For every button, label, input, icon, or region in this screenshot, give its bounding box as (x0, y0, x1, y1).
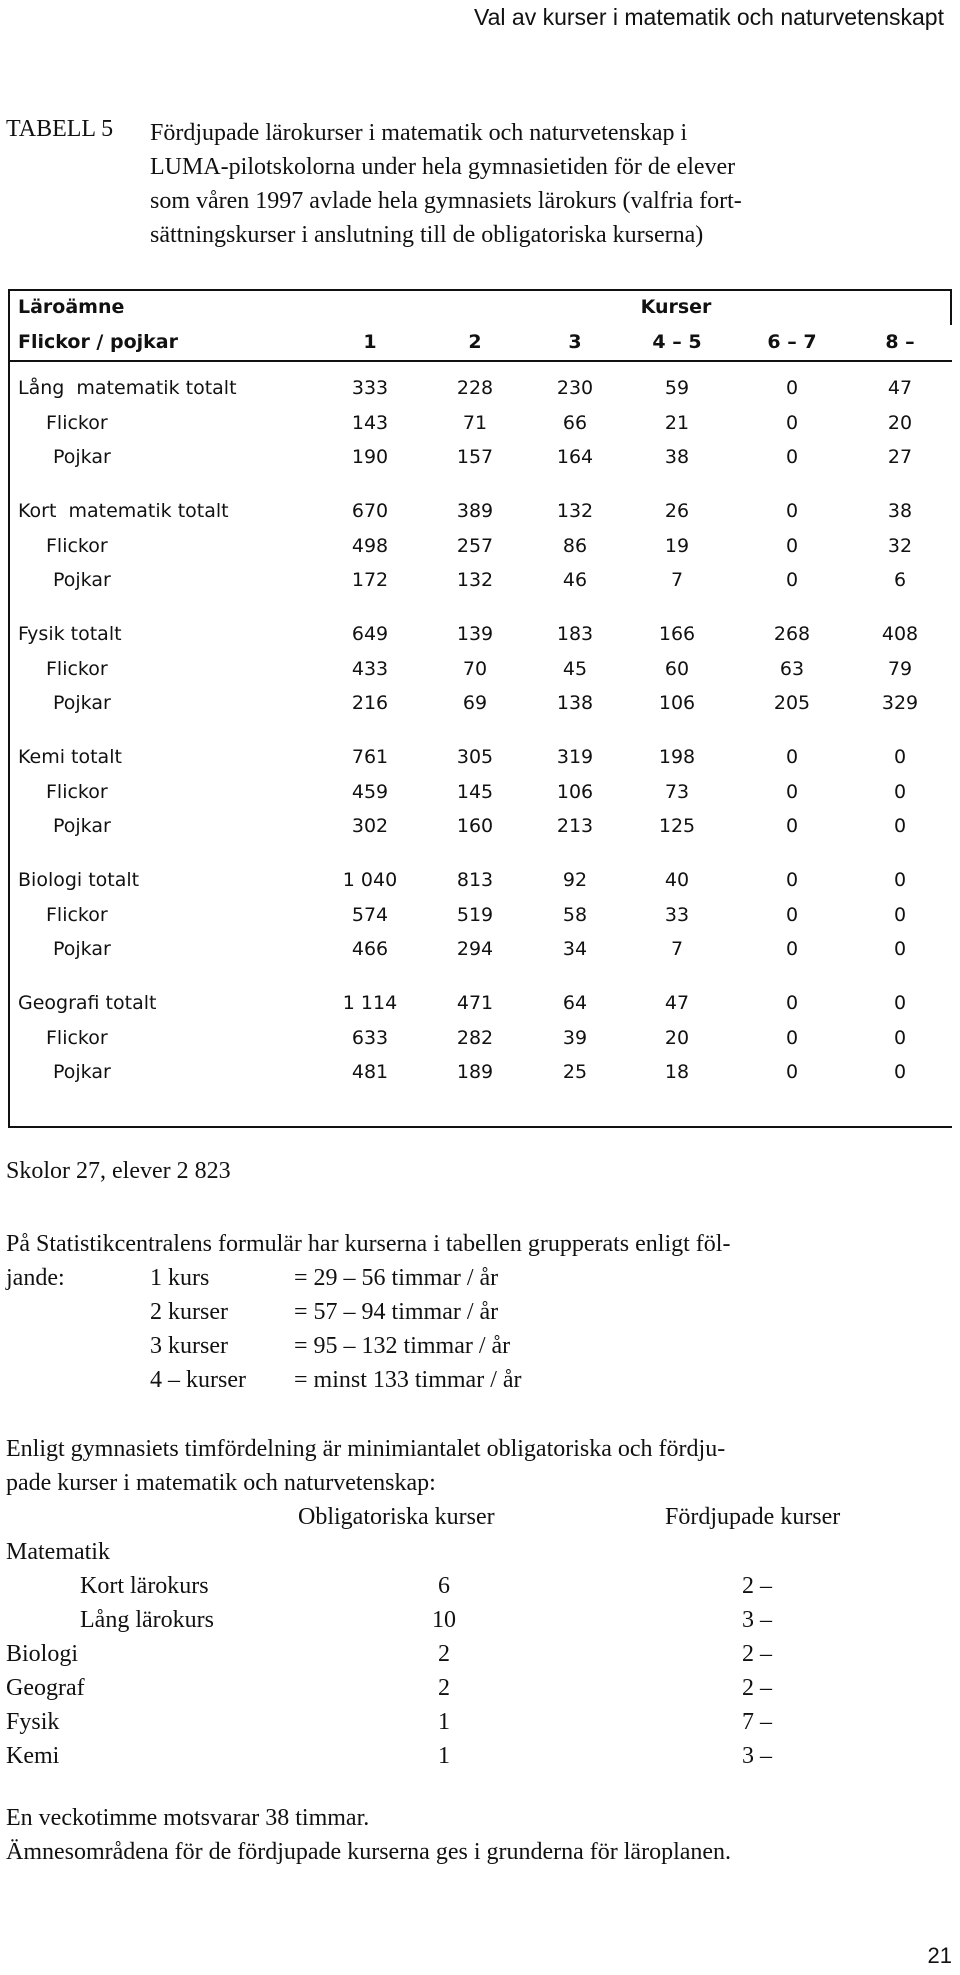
minimum-row-label: Geograf (6, 1675, 85, 1701)
row-label-gender: Flickor (46, 903, 108, 926)
table-cell: 132 (456, 569, 494, 591)
table-cell: 813 (456, 869, 494, 891)
row-label-total: Kemi totalt (18, 746, 122, 768)
table-cell: 0 (785, 938, 799, 960)
table-cell: 73 (664, 780, 690, 803)
data-table (8, 289, 952, 1128)
table-cell: 26 (664, 500, 690, 522)
table-cell: 0 (785, 377, 799, 399)
table-cell: 519 (456, 903, 494, 926)
table-cell: 257 (456, 534, 494, 557)
table-label: TABELL 5 (6, 116, 114, 142)
row-label-gender: Flickor (46, 411, 108, 434)
minimum-row-label: Fysik (6, 1709, 60, 1735)
subject-header: Läroämne (18, 296, 125, 318)
table-cell: 0 (893, 869, 907, 891)
table-cell: 164 (556, 446, 594, 468)
table-cell: 47 (887, 377, 913, 399)
obligatory-count: 6 (438, 1573, 450, 1599)
minimum-row-label: Kort lärokurs (80, 1573, 209, 1599)
table-cell: 574 (351, 903, 389, 926)
table-cell: 0 (785, 1061, 799, 1083)
table-cell: 0 (785, 1026, 799, 1049)
table-cell: 106 (658, 692, 696, 714)
table-cell: 20 (664, 1026, 690, 1049)
row-label-gender: Flickor (46, 534, 108, 557)
table-cell: 79 (887, 657, 913, 680)
table-cell: 38 (887, 500, 913, 522)
table-cell: 761 (351, 746, 389, 768)
obligatory-count: 10 (432, 1607, 456, 1633)
table-cell: 157 (456, 446, 494, 468)
table-cell: 0 (785, 815, 799, 837)
table-cell: 282 (456, 1026, 494, 1049)
table-cell: 69 (462, 692, 488, 714)
minimum-intro-line2: pade kurser i matematik och naturvetenskap: (6, 1470, 436, 1496)
table-cell: 58 (562, 903, 588, 926)
row-label-gender: Pojkar (53, 446, 111, 468)
table-cell: 0 (785, 903, 799, 926)
row-label-gender: Pojkar (53, 692, 111, 714)
row-label-gender: Pojkar (53, 938, 111, 960)
table-cell: 145 (456, 780, 494, 803)
table-cell: 230 (556, 377, 594, 399)
table-cell: 0 (785, 534, 799, 557)
row-label-gender: Pojkar (53, 1061, 111, 1083)
table-cell: 66 (562, 411, 588, 434)
table-cell: 319 (556, 746, 594, 768)
table-cell: 21 (664, 411, 690, 434)
table-cell: 39 (562, 1026, 588, 1049)
obligatory-count: 1 (438, 1743, 450, 1769)
table-cell: 60 (664, 657, 690, 680)
table-cell: 302 (351, 815, 389, 837)
table-cell: 20 (887, 411, 913, 434)
advanced-header: Fördjupade kurser (665, 1504, 841, 1530)
grouping-hours: = 29 – 56 timmar / år (294, 1265, 499, 1291)
table-cell: 7 (670, 569, 684, 591)
table-cell: 18 (664, 1061, 690, 1083)
column-header: 3 (568, 331, 582, 353)
table-cell: 0 (785, 446, 799, 468)
table-cell: 0 (893, 903, 907, 926)
advanced-count: 3 – (742, 1743, 772, 1769)
table-cell: 228 (456, 377, 494, 399)
table-cell: 45 (562, 657, 588, 680)
table-cell: 213 (556, 815, 594, 837)
table-cell: 172 (351, 569, 389, 591)
table-cell: 33 (664, 903, 690, 926)
table-cell: 294 (456, 938, 494, 960)
table-cell: 125 (658, 815, 696, 837)
table-cell: 0 (893, 746, 907, 768)
caption-line: som våren 1997 avlade hela gymnasiets lärokurs (valfria fort- (150, 188, 742, 214)
grouping-intro: På Statistikcentralens formulär har kurserna i tabellen grupperats enligt föl- (6, 1231, 731, 1257)
row-label-total: Fysik totalt (18, 623, 122, 645)
advanced-count: 2 – (742, 1573, 772, 1599)
table-cell: 47 (664, 992, 690, 1014)
table-cell: 25 (562, 1061, 588, 1083)
table-caption (150, 116, 940, 252)
table-cell: 1 040 (342, 869, 398, 891)
table-cell: 459 (351, 780, 389, 803)
row-label-total: Kort matematik totalt (18, 500, 229, 522)
table-cell: 0 (785, 500, 799, 522)
table-cell: 305 (456, 746, 494, 768)
advanced-count: 2 – (742, 1641, 772, 1667)
minimum-row-label: Matematik (6, 1539, 110, 1565)
table-cell: 205 (773, 692, 811, 714)
caption-line: Fördjupade lärokurser i matematik och naturvetenskap i (150, 120, 688, 146)
grouping-hours: = 57 – 94 timmar / år (294, 1299, 499, 1325)
grouping-hours: = 95 – 132 timmar / år (294, 1333, 511, 1359)
table-cell: 0 (893, 815, 907, 837)
minimum-row-label: Biologi (6, 1641, 79, 1667)
table-cell: 27 (887, 446, 913, 468)
footnote-curriculum: Ämnesområdena för de fördjupade kurserna ges i grunderna för läroplanen. (6, 1839, 732, 1865)
table-cell: 106 (556, 780, 594, 803)
header-separator (10, 360, 952, 362)
obligatory-count: 2 (438, 1675, 450, 1701)
grouping-course-count: 4 – kurser (150, 1367, 246, 1393)
table-cell: 408 (881, 623, 919, 645)
minimum-intro-line1: Enligt gymnasiets timfördelning är minimiantalet obligatoriska och fördju- (6, 1436, 726, 1462)
obligatory-header: Obligatoriska kurser (298, 1504, 495, 1530)
courses-header: Kurser (640, 296, 712, 318)
table-cell: 38 (664, 446, 690, 468)
advanced-count: 7 – (742, 1709, 772, 1735)
row-label-gender: Flickor (46, 1026, 108, 1049)
table-cell: 86 (562, 534, 588, 557)
table-cell: 70 (462, 657, 488, 680)
advanced-count: 3 – (742, 1607, 772, 1633)
table-cell: 670 (351, 500, 389, 522)
row-label-gender: Pojkar (53, 569, 111, 591)
table-cell: 64 (562, 992, 588, 1014)
page-number: 21 (927, 1943, 952, 1968)
obligatory-count: 1 (438, 1709, 450, 1735)
table-cell: 132 (556, 500, 594, 522)
table-cell: 7 (670, 938, 684, 960)
table-cell: 0 (785, 992, 799, 1014)
table-cell: 40 (664, 869, 690, 891)
table-cell: 32 (887, 534, 913, 557)
row-label-gender: Flickor (46, 780, 108, 803)
column-header: 4 – 5 (652, 331, 702, 353)
table-cell: 183 (556, 623, 594, 645)
table-cell: 190 (351, 446, 389, 468)
row-label-total: Lång matematik totalt (18, 377, 237, 399)
table-cell: 0 (785, 746, 799, 768)
table-cell: 0 (785, 780, 799, 803)
grouping-lead: jande: (6, 1265, 65, 1291)
minimum-row-label: Kemi (6, 1743, 60, 1769)
table-cell: 71 (462, 411, 488, 434)
table-cell: 216 (351, 692, 389, 714)
table-cell: 63 (779, 657, 805, 680)
table-cell: 138 (556, 692, 594, 714)
table-cell: 1 114 (342, 992, 398, 1014)
table-cell: 0 (893, 938, 907, 960)
table-cell: 143 (351, 411, 389, 434)
caption-line: LUMA-pilotskolorna under hela gymnasietiden för de elever (150, 154, 736, 180)
grouping-course-count: 2 kurser (150, 1299, 228, 1325)
table-cell: 633 (351, 1026, 389, 1049)
table-cell: 19 (664, 534, 690, 557)
table-cell: 481 (351, 1061, 389, 1083)
table-cell: 166 (658, 623, 696, 645)
table-cell: 0 (893, 780, 907, 803)
caption-line: sättningskurser i anslutning till de obligatoriska kurserna) (150, 222, 704, 248)
advanced-count: 2 – (742, 1675, 772, 1701)
gender-header: Flickor / pojkar (18, 331, 178, 353)
row-label-gender: Flickor (46, 657, 108, 680)
column-header: 2 (468, 331, 482, 353)
table-cell: 471 (456, 992, 494, 1014)
table-cell: 189 (456, 1061, 494, 1083)
table-cell: 160 (456, 815, 494, 837)
table-cell: 649 (351, 623, 389, 645)
column-header: 8 – (885, 331, 915, 353)
table-cell: 0 (785, 411, 799, 434)
footnote-weekly-hour: En veckotimme motsvarar 38 timmar. (6, 1805, 370, 1831)
running-header: Val av kurser i matematik och naturvetenskapt (473, 4, 944, 30)
column-header: 1 (363, 331, 377, 353)
table-cell: 0 (785, 569, 799, 591)
obligatory-count: 2 (438, 1641, 450, 1667)
table-right-rule (950, 291, 952, 325)
table-cell: 498 (351, 534, 389, 557)
table-cell: 0 (785, 869, 799, 891)
table-cell: 34 (562, 938, 588, 960)
table-cell: 92 (562, 869, 588, 891)
table-cell: 268 (773, 623, 811, 645)
table-cell: 46 (562, 569, 588, 591)
table-cell: 0 (893, 1061, 907, 1083)
row-label-total: Biologi totalt (18, 869, 140, 891)
table-cell: 0 (893, 1026, 907, 1049)
column-header: 6 – 7 (767, 331, 817, 353)
row-label-gender: Pojkar (53, 815, 111, 837)
schools-summary: Skolor 27, elever 2 823 (6, 1158, 231, 1184)
grouping-course-count: 3 kurser (150, 1333, 228, 1359)
table-cell: 389 (456, 500, 494, 522)
table-cell: 433 (351, 657, 389, 680)
grouping-course-count: 1 kurs (150, 1265, 210, 1291)
grouping-hours: = minst 133 timmar / år (294, 1367, 522, 1393)
table-cell: 329 (881, 692, 919, 714)
table-cell: 59 (664, 377, 690, 399)
table-cell: 198 (658, 746, 696, 768)
row-label-total: Geografi totalt (18, 992, 157, 1014)
table-cell: 6 (893, 569, 907, 591)
minimum-row-label: Lång lärokurs (80, 1607, 214, 1633)
table-cell: 333 (351, 377, 389, 399)
table-cell: 139 (456, 623, 494, 645)
table-cell: 466 (351, 938, 389, 960)
table-cell: 0 (893, 992, 907, 1014)
